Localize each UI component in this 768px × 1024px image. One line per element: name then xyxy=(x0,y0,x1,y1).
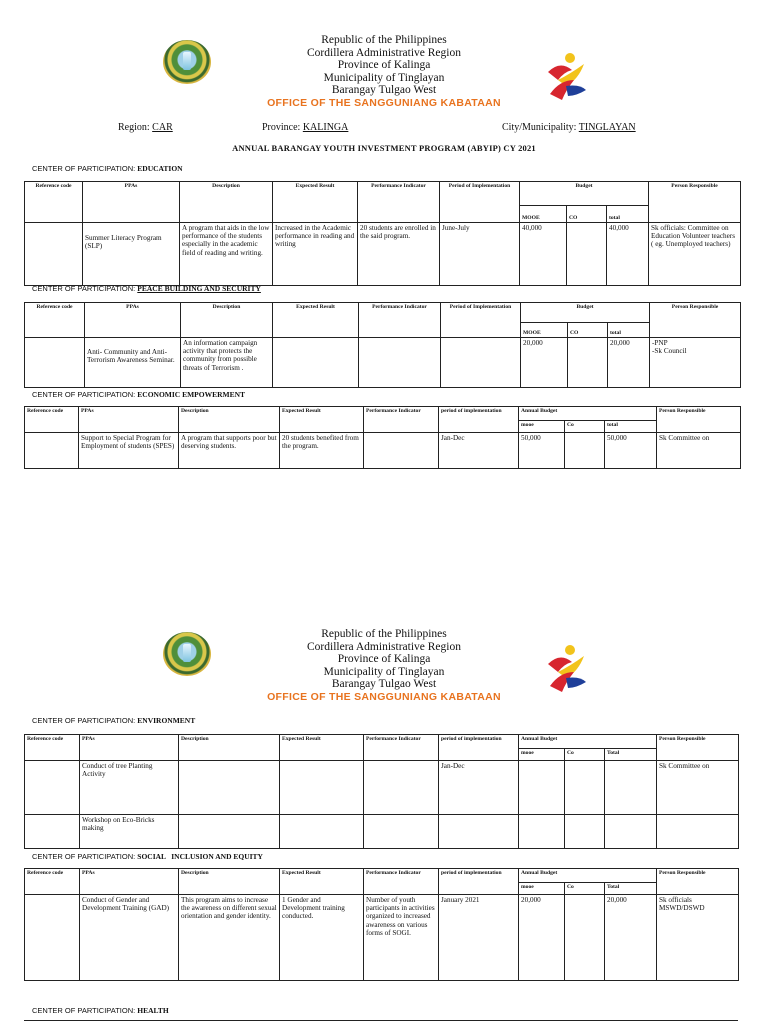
header-mooe: mooe xyxy=(519,883,565,895)
table-row xyxy=(25,761,739,815)
environment-table xyxy=(24,734,739,849)
cell-ref xyxy=(25,815,80,849)
header-line-5: Barangay Tulgao West xyxy=(331,84,437,96)
cell-desc: An information campaign activity that protects the community from possible threats of Terrorism . xyxy=(181,338,273,388)
header-result: Expected Result xyxy=(273,303,359,338)
cop-label: CENTER OF PARTICIPATION: xyxy=(32,716,136,725)
header-person: Person Responsible xyxy=(657,407,741,433)
cop-label: CENTER OF PARTICIPATION: xyxy=(32,284,136,293)
cell-result: 20 students benefited from the program. xyxy=(280,433,364,469)
cell-ppa: Summer Literacy Program (SLP) xyxy=(83,223,180,286)
header-mooe: MOOE xyxy=(521,323,568,338)
header-line-4: Municipality of Tinglayan xyxy=(323,71,445,84)
header-total: Total xyxy=(605,883,657,895)
header-total: total xyxy=(608,323,650,338)
header-ref: Reference code xyxy=(25,735,80,761)
header-ppa: PPAs xyxy=(79,407,179,433)
city-value: TINGLAYAN xyxy=(578,122,636,133)
header-desc: Description xyxy=(179,735,280,761)
header-indicator: Performance Indicator xyxy=(364,869,439,895)
cell-result xyxy=(273,338,359,388)
city-label: City/Municipality: xyxy=(502,122,577,133)
education-table xyxy=(24,181,741,286)
social-table xyxy=(24,868,739,981)
header-ppa: PPAs xyxy=(80,735,179,761)
cell-period: June-July xyxy=(440,223,520,286)
header-ref: Reference code xyxy=(25,407,79,433)
cell-total xyxy=(605,815,657,849)
cell-result xyxy=(280,761,364,815)
region-value: CAR xyxy=(152,122,173,133)
cell-mooe xyxy=(519,815,565,849)
header-indicator: Performance Indicator xyxy=(359,303,441,338)
header-ref: Reference code xyxy=(25,182,83,223)
header-person: Person Responsible xyxy=(657,735,739,761)
cop-label: CENTER OF PARTICIPATION: xyxy=(32,1006,136,1015)
header-mooe: mooe xyxy=(519,749,565,761)
cop-name: ENVIRONMENT xyxy=(137,716,196,725)
header-co: Co xyxy=(565,883,605,895)
header-result: Expected Result xyxy=(280,869,364,895)
header-ppa: PPAs xyxy=(80,869,179,895)
cell-person: Sk officials: Committee on Education Volunteer teachers ( eg. Unemployed teachers) xyxy=(649,223,741,286)
office-title: OFFICE OF THE SANGGUNIANG KABATAAN xyxy=(267,691,501,703)
region-field xyxy=(118,122,173,133)
header-budget: Budget xyxy=(520,182,649,206)
header-period: period of implementation xyxy=(439,735,519,761)
cell-ppa: Conduct of Gender and Development Training (GAD) xyxy=(80,895,179,981)
cell-mooe xyxy=(519,761,565,815)
province-value: KALINGA xyxy=(302,122,349,133)
cop-environment xyxy=(32,716,195,725)
header-ref: Reference code xyxy=(25,303,85,338)
cell-co xyxy=(565,761,605,815)
header-total: Total xyxy=(605,749,657,761)
cop-label: CENTER OF PARTICIPATION: xyxy=(32,164,136,173)
table-row xyxy=(25,338,741,388)
cell-co xyxy=(568,338,608,388)
table-row xyxy=(25,433,741,469)
header-ppa: PPAs xyxy=(85,303,181,338)
header-indicator: Performance Indicator xyxy=(364,407,439,433)
header-desc: Description xyxy=(180,182,273,223)
header-line-2: Cordillera Administrative Region xyxy=(307,46,461,59)
header-line-4: Municipality of Tinglayan xyxy=(323,665,445,678)
cell-ppa: Conduct of tree Planting Activity xyxy=(80,761,179,815)
table-row xyxy=(25,223,741,286)
header-line-1: Republic of the Philippines xyxy=(321,34,447,46)
header-result: Expected Result xyxy=(273,182,358,223)
cell-co xyxy=(567,223,607,286)
cell-period: Jan-Dec xyxy=(439,761,519,815)
cell-period: January 2021 xyxy=(439,895,519,981)
sk-logo xyxy=(540,50,592,102)
cell-desc: This program aims to increase the awareness on different sexual orientation and gender identity. xyxy=(179,895,280,981)
header-budget: Annual Budget xyxy=(519,407,657,421)
header-line-3: Province of Kalinga xyxy=(337,59,431,71)
cell-person: Sk Committee on xyxy=(657,761,739,815)
header-co: CO xyxy=(567,206,607,223)
cell-person: Sk officials MSWD/DSWD xyxy=(657,895,739,981)
header-budget: Budget xyxy=(521,303,650,323)
header-period: period of implementation xyxy=(439,407,519,433)
cop-name: HEALTH xyxy=(137,1006,169,1015)
cell-mooe: 40,000 xyxy=(520,223,567,286)
city-field xyxy=(502,122,636,133)
header-ppa: PPAs xyxy=(83,182,180,223)
cell-total: 20,000 xyxy=(605,895,657,981)
header-co: Co xyxy=(565,421,605,433)
cop-name: ECONOMIC EMPOWERMENT xyxy=(137,390,246,399)
cell-indicator xyxy=(359,338,441,388)
cell-total: 50,000 xyxy=(605,433,657,469)
table-row xyxy=(25,815,739,849)
cell-ref xyxy=(25,338,85,388)
header-total: total xyxy=(605,421,657,433)
cop-name: PEACE BUILDING AND SECURITY xyxy=(137,284,261,293)
cell-ref xyxy=(25,761,80,815)
sk-logo xyxy=(540,642,592,694)
cell-result: 1 Gender and Development training conducted. xyxy=(280,895,364,981)
cell-ppa: Anti- Community and Anti-Terrorism Awareness Seminar. xyxy=(85,338,181,388)
header-budget: Annual Budget xyxy=(519,869,657,883)
cell-indicator xyxy=(364,761,439,815)
cop-economic xyxy=(32,390,245,399)
header-co: Co xyxy=(565,749,605,761)
cell-person xyxy=(657,815,739,849)
cell-indicator: 20 students are enrolled in the said program. xyxy=(358,223,440,286)
header-result: Expected Result xyxy=(280,407,364,433)
cell-indicator: Number of youth participants in activities organized to increased awareness on various forms of SOGI. xyxy=(364,895,439,981)
health-table-top-border xyxy=(24,1020,738,1021)
peace-table xyxy=(24,302,741,388)
cop-health xyxy=(32,1006,169,1015)
cell-co xyxy=(565,815,605,849)
header-mooe: mooe xyxy=(519,421,565,433)
cell-desc: A program that aids in the low performance of the students especially in the academic field of reading and writing. xyxy=(180,223,273,286)
cell-co xyxy=(565,433,605,469)
region-label: Region: xyxy=(118,122,150,133)
province-label: Province: xyxy=(262,122,301,133)
header-budget: Annual Budget xyxy=(519,735,657,749)
cell-period xyxy=(441,338,521,388)
cell-ref xyxy=(25,433,79,469)
header-indicator: Performance Indicator xyxy=(358,182,440,223)
cell-mooe: 20,000 xyxy=(521,338,568,388)
cell-result: Increased in the Academic performance in reading and writing xyxy=(273,223,358,286)
cell-period xyxy=(439,815,519,849)
cell-result xyxy=(280,815,364,849)
header-period: period of implementation xyxy=(439,869,519,895)
header-person: Person Responsible xyxy=(649,182,741,223)
cell-person: Sk Committee on xyxy=(657,433,741,469)
office-title: OFFICE OF THE SANGGUNIANG KABATAAN xyxy=(267,97,501,109)
cell-desc: A program that supports poor but deserving students. xyxy=(179,433,280,469)
cell-indicator xyxy=(364,433,439,469)
header-line-3: Province of Kalinga xyxy=(337,653,431,665)
cop-education xyxy=(32,164,183,173)
header-line-2: Cordillera Administrative Region xyxy=(307,640,461,653)
province-field xyxy=(262,122,348,133)
cop-name: SOCIAL INCLUSION AND EQUITY xyxy=(137,852,263,861)
cell-person: -PNP -Sk Council xyxy=(650,338,741,388)
cell-total: 40,000 xyxy=(607,223,649,286)
header-desc: Description xyxy=(179,869,280,895)
header-person: Person Responsible xyxy=(650,303,741,338)
header-mooe: MOOE xyxy=(520,206,567,223)
cell-desc xyxy=(179,761,280,815)
cell-indicator xyxy=(364,815,439,849)
cell-ppa: Support to Special Program for Employment of students (SPES) xyxy=(79,433,179,469)
header-desc: Description xyxy=(181,303,273,338)
cop-social xyxy=(32,852,263,861)
cop-label: CENTER OF PARTICIPATION: xyxy=(32,852,136,861)
header-indicator: Performance Indicator xyxy=(364,735,439,761)
economic-table xyxy=(24,406,741,469)
cop-label: CENTER OF PARTICIPATION: xyxy=(32,390,136,399)
header-ref: Reference code xyxy=(25,869,80,895)
cop-peace xyxy=(32,284,261,293)
cell-total xyxy=(605,761,657,815)
cell-ref xyxy=(25,223,83,286)
header-period: Period of Implementation xyxy=(441,303,521,338)
document-title: ANNUAL BARANGAY YOUTH INVESTMENT PROGRAM (ABYIP) CY 2021 xyxy=(232,143,536,153)
cell-ppa: Workshop on Eco-Bricks making xyxy=(80,815,179,849)
header-desc: Description xyxy=(179,407,280,433)
cop-name: EDUCATION xyxy=(137,164,183,173)
header-result: Expected Result xyxy=(280,735,364,761)
header-period: Period of Implementation xyxy=(440,182,520,223)
cell-desc xyxy=(179,815,280,849)
header-total: total xyxy=(607,206,649,223)
table-row xyxy=(25,895,739,981)
cell-total: 20,000 xyxy=(608,338,650,388)
header-co: CO xyxy=(568,323,608,338)
header-line-5: Barangay Tulgao West xyxy=(331,678,437,690)
cell-ref xyxy=(25,895,80,981)
header-line-1: Republic of the Philippines xyxy=(321,628,447,640)
cell-mooe: 50,000 xyxy=(519,433,565,469)
cell-mooe: 20,000 xyxy=(519,895,565,981)
cell-co xyxy=(565,895,605,981)
header-person: Person Responsible xyxy=(657,869,739,895)
cell-period: Jan-Dec xyxy=(439,433,519,469)
